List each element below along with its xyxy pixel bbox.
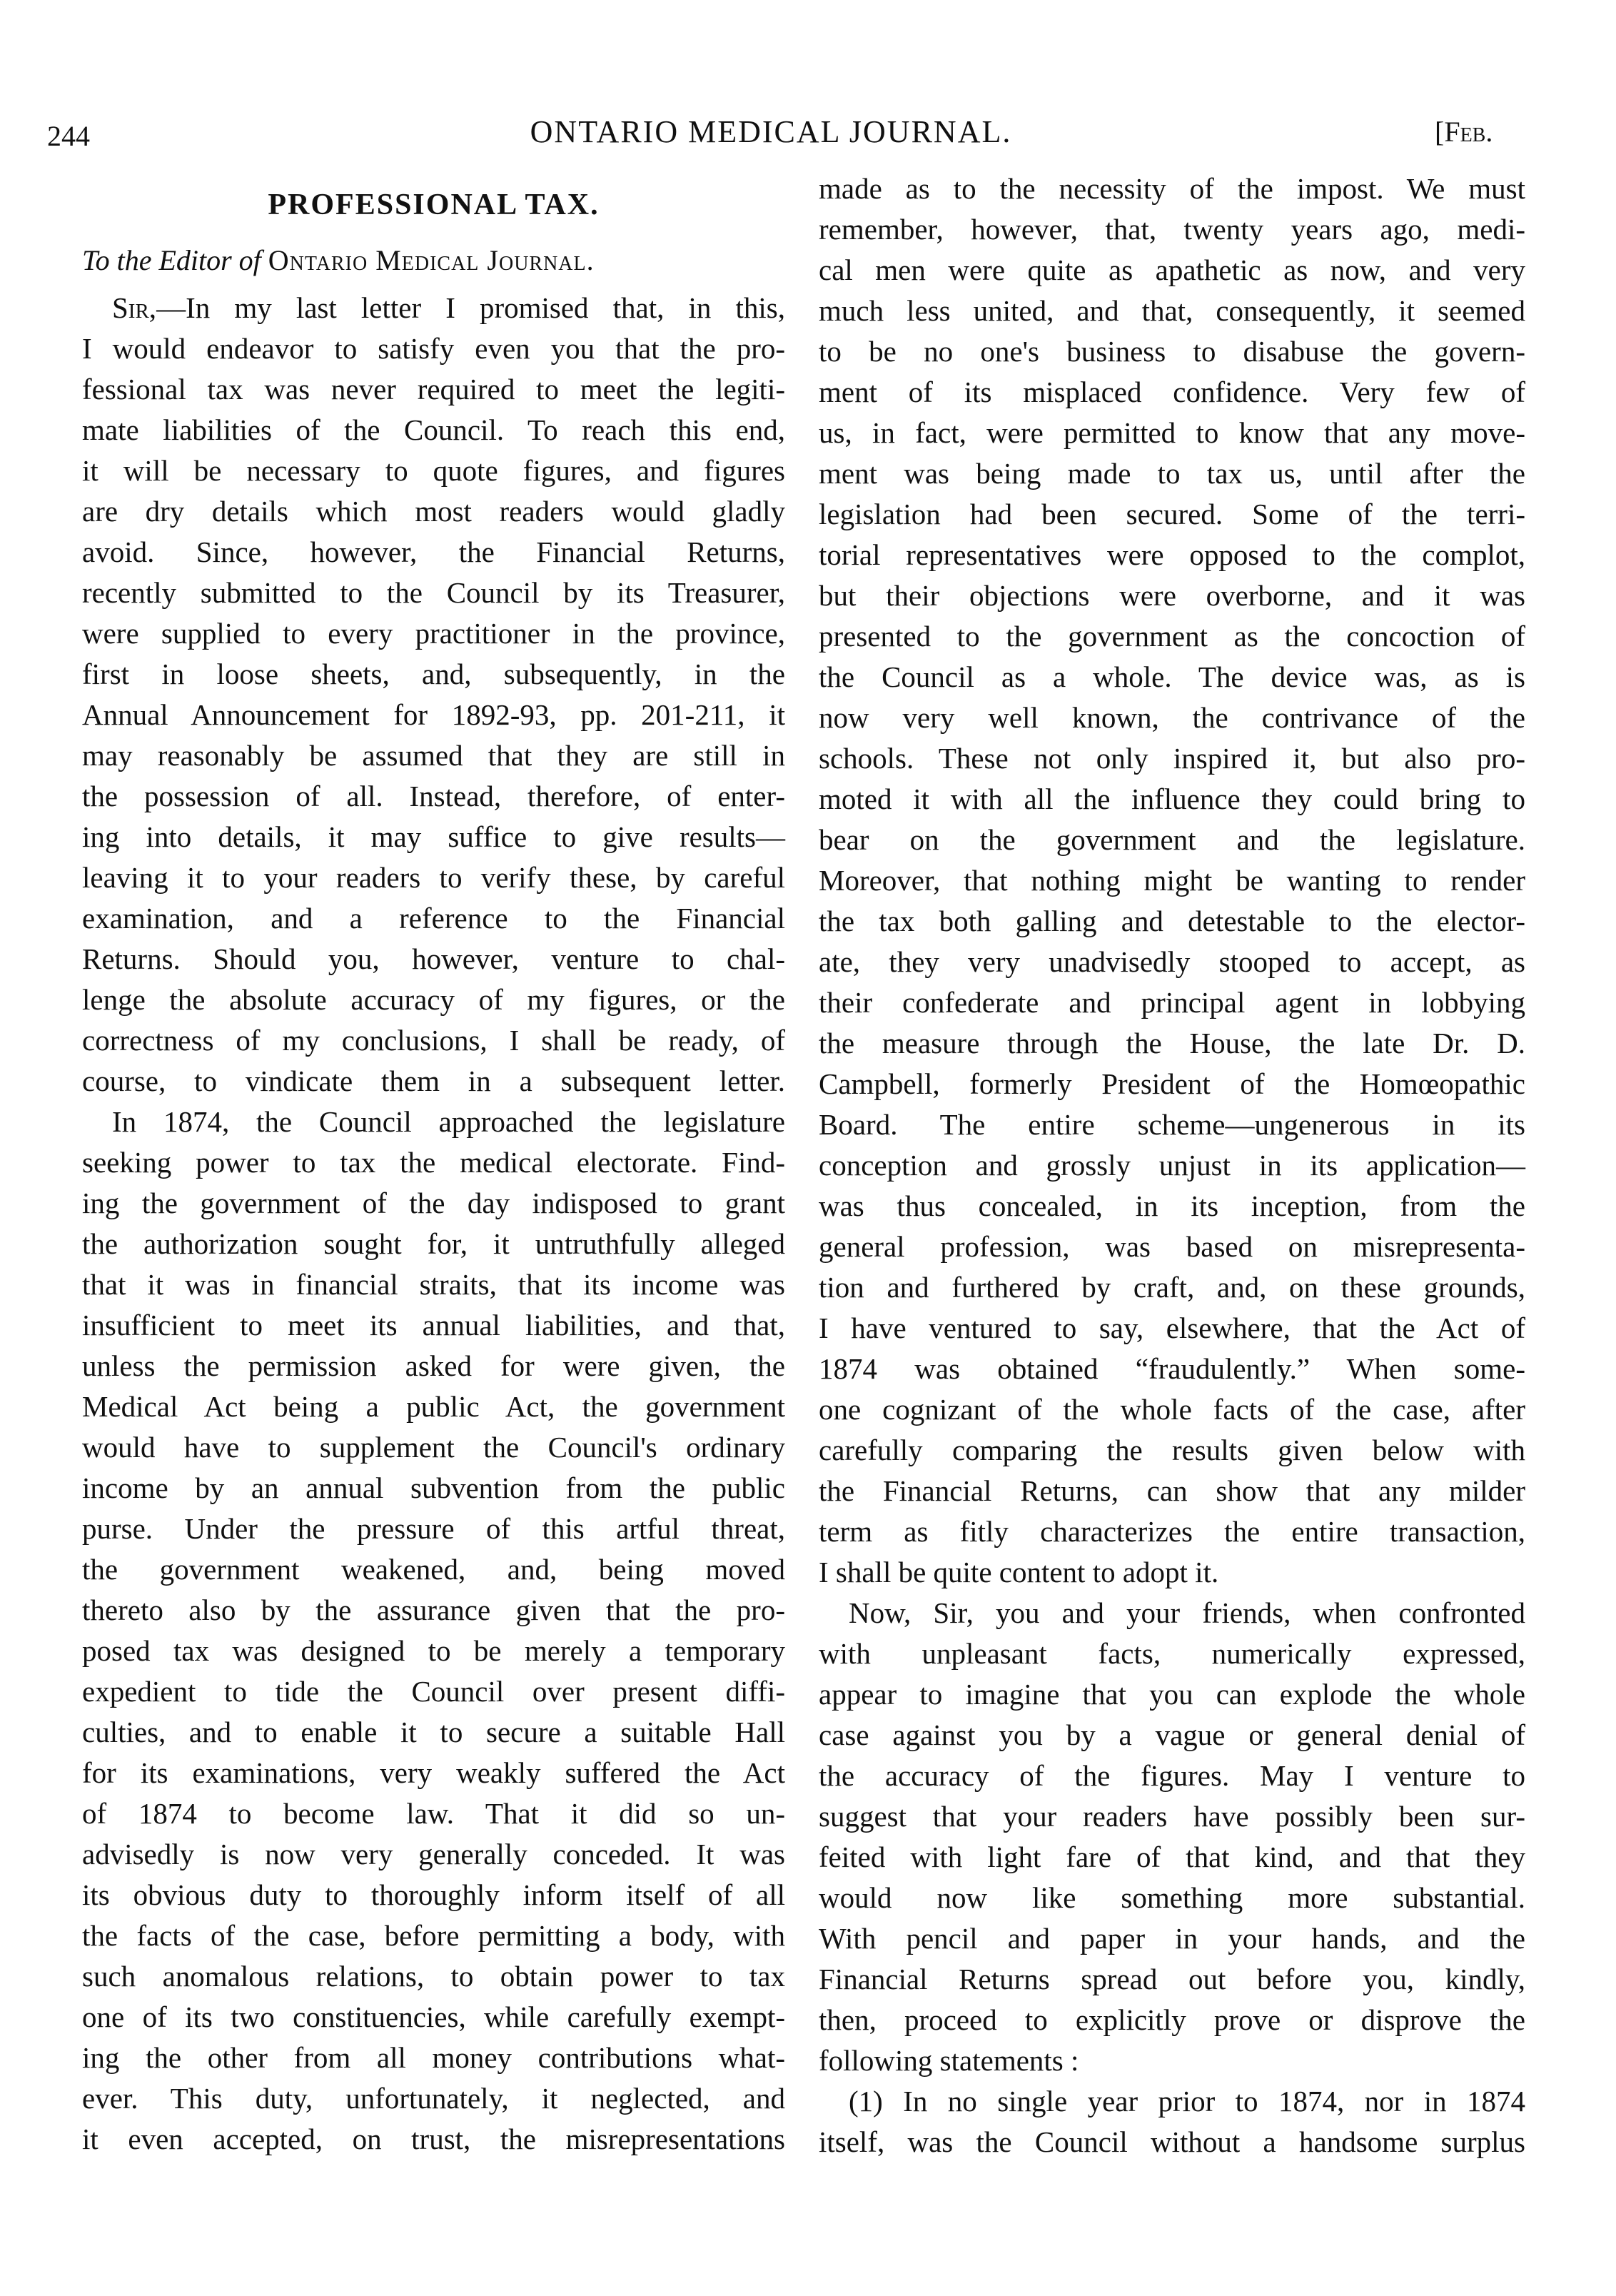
issue-month: [Feb. (1435, 116, 1493, 148)
text-line: would have to supplement the Council's ordinary (82, 1431, 785, 1464)
text-line: ever. This duty, unfortunately, it neglected, and (82, 2082, 785, 2115)
text-line: us, in fact, were permitted to know that any move- (819, 416, 1525, 449)
text-line: the accuracy of the figures. May I venture to (819, 1759, 1525, 1792)
text-line: tion and furthered by craft, and, on these grounds, (819, 1271, 1525, 1304)
text-line: of 1874 to become law. That it did so un- (82, 1797, 785, 1830)
text-line: one of its two constituencies, while carefully exempt- (82, 2000, 785, 2033)
text-line: 1874 was obtained “fraudulently.” When some- (819, 1352, 1525, 1385)
text-line: ment of its misplaced confidence. Very few of (819, 376, 1525, 408)
text-line: With pencil and paper in your hands, and the (819, 1922, 1525, 1955)
text-line: case against you by a vague or general denial of (819, 1718, 1525, 1751)
text-line: income by an annual subvention from the public (82, 1471, 785, 1504)
running-head (0, 107, 1616, 157)
text-line: itself, was the Council without a handsome surplus (819, 2125, 1525, 2158)
text-line: with unpleasant facts, numerically expressed, (819, 1637, 1525, 1670)
text-line: examination, and a reference to the Financial (82, 902, 785, 935)
text-line: (1) In no single year prior to 1874, nor in 1874 (849, 2085, 1525, 2118)
text-line: expedient to tide the Council over present diffi- (82, 1675, 785, 1708)
text-line: torial representatives were opposed to the complot, (819, 538, 1525, 571)
text-line: but their objections were overborne, and it was (819, 579, 1525, 612)
text-line: the government weakened, and, being moved (82, 1553, 785, 1586)
text-line: it even accepted, on trust, the misrepresentations (82, 2123, 785, 2155)
text-line: I would endeavor to satisfy even you that the pro- (82, 332, 785, 365)
text-line: would now like something more substantial. (819, 1881, 1525, 1914)
text-line: leaving it to your readers to verify these, by careful (82, 861, 785, 894)
text-line: the possession of all. Instead, therefore, of enter- (82, 780, 785, 812)
addressee-line (82, 239, 785, 282)
text-line: general profession, was based on misrepresenta- (819, 1230, 1525, 1263)
text-line: the Financial Returns, can show that any milder (819, 1474, 1525, 1507)
article-title: PROFESSIONAL TAX. (268, 188, 600, 221)
text-line: insufficient to meet its annual liabilities, and that, (82, 1309, 785, 1341)
text-line: it will be necessary to quote figures, and figures (82, 454, 785, 487)
text-line: ing into details, it may suffice to give results— (82, 820, 785, 853)
text-line: culties, and to enable it to secure a suitable Hall (82, 1716, 785, 1748)
text-line: the authorization sought for, it untruthfully alleged (82, 1227, 785, 1260)
text-line: one cognizant of the whole facts of the case, after (819, 1393, 1525, 1426)
text-line: Annual Announcement for 1892-93, pp. 201-211, it (82, 698, 785, 731)
paragraph-opening (82, 288, 785, 1102)
text-line: appear to imagine that you can explode the whole (819, 1678, 1525, 1711)
text-line: carefully comparing the results given below with (819, 1434, 1525, 1466)
left-column (82, 175, 785, 2160)
paragraph-now-sir (819, 1593, 1525, 2081)
text-line: bear on the government and the legislature. (819, 823, 1525, 856)
text-line: unless the permission asked for were given, the (82, 1349, 785, 1382)
text-line: avoid. Since, however, the Financial Returns, (82, 535, 785, 568)
text-line: much less united, and that, consequently, it seemed (819, 294, 1525, 327)
salutation: Sir, (112, 291, 157, 324)
text-line: cal men were quite as apathetic as now, and very (819, 253, 1525, 286)
text-line: for its examinations, very weakly suffered the Act (82, 1756, 785, 1789)
text-line: advisedly is now very generally conceded. It was (82, 1838, 785, 1870)
text-line: Board. The entire scheme—ungenerous in its (819, 1108, 1525, 1141)
text-line: ment was being made to tax us, until after the (819, 457, 1525, 490)
text-line: moted it with all the influence they could bring to (819, 782, 1525, 815)
text-line: term as fitly characterizes the entire transaction, (819, 1515, 1525, 1548)
text-line: I shall be quite content to adopt it. (819, 1556, 1219, 1588)
text-line: its obvious duty to thoroughly inform itself of all (82, 1878, 785, 1911)
text-line: following statements : (819, 2044, 1079, 2077)
text-line: that it was in financial straits, that its income was (82, 1268, 785, 1301)
text-line: the facts of the case, before permitting a body, with (82, 1919, 785, 1952)
text-line: the measure through the House, the late Dr. D. (819, 1027, 1525, 1059)
text-line: now very well known, the contrivance of the (819, 701, 1525, 734)
text-line: Medical Act being a public Act, the government (82, 1390, 785, 1423)
text-line: Moreover, that nothing might be wanting to render (819, 864, 1525, 897)
text-line: remember, however, that, twenty years ago, medi- (819, 213, 1525, 246)
text-line: correctness of my conclusions, I shall be ready, of (82, 1024, 785, 1057)
text-line: are dry details which most readers would gladly (82, 495, 785, 528)
right-column (819, 168, 1525, 2162)
text-line: legislation had been secured. Some of the terri- (819, 498, 1525, 530)
paragraph-statement-1 (819, 2081, 1525, 2162)
text-line: ing the government of the day indisposed to grant (82, 1187, 785, 1219)
text-line: Financial Returns spread out before you, kindly, (819, 1963, 1525, 1995)
text-line: made as to the necessity of the impost. We must (819, 172, 1525, 205)
text-line: posed tax was designed to be merely a temporary (82, 1634, 785, 1667)
text-line: I have ventured to say, elsewhere, that the Act of (819, 1311, 1525, 1344)
text-line: presented to the government as the concoction of (819, 620, 1525, 653)
paragraph-1874 (82, 1102, 785, 2160)
text-line: was thus concealed, in its inception, from the (819, 1189, 1525, 1222)
text-line: Sir,—In my last letter I promised that, in this, (112, 291, 785, 324)
paragraph-continued (819, 168, 1525, 1593)
text-line: ate, they very unadvisedly stooped to accept, as (819, 945, 1525, 978)
text-line: feited with light fare of that kind, and that they (819, 1841, 1525, 1873)
text-line: course, to vindicate them in a subsequent letter. (82, 1064, 785, 1097)
text-line: first in loose sheets, and, subsequently, in the (82, 658, 785, 690)
text-line: the tax both galling and detestable to the elector- (819, 905, 1525, 937)
journal-name: ONTARIO MEDICAL JOURNAL. (530, 114, 1012, 149)
text-line: were supplied to every practitioner in the province, (82, 617, 785, 650)
text-line: thereto also by the assurance given that the pro- (82, 1593, 785, 1626)
text-line: suggest that your readers have possibly been sur- (819, 1800, 1525, 1833)
text-line: recently submitted to the Council by its Treasurer, (82, 576, 785, 609)
text-line: the Council as a whole. The device was, as is (819, 660, 1525, 693)
text-line: fessional tax was never required to meet the legiti- (82, 373, 785, 406)
text-line: such anomalous relations, to obtain power to tax (82, 1960, 785, 1993)
text-line: to be no one's business to disabuse the govern- (819, 335, 1525, 368)
text-line: schools. These not only inspired it, but also pro- (819, 742, 1525, 775)
page-number: 244 (47, 120, 90, 152)
text-line: may reasonably be assumed that they are still in (82, 739, 785, 772)
text-line: mate liabilities of the Council. To reach this end, (82, 413, 785, 446)
addressee-prefix: To the Editor of (82, 244, 261, 276)
text-line: then, proceed to explicitly prove or disprove the (819, 2003, 1525, 2036)
addressee-journal: Ontario Medical Journal. (268, 244, 595, 276)
text-line: Campbell, formerly President of the Homœopathic (819, 1067, 1525, 1100)
text-line: conception and grossly unjust in its application— (819, 1149, 1525, 1182)
text-line: In 1874, the Council approached the legislature (112, 1105, 785, 1138)
text-line: seeking power to tax the medical electorate. Find- (82, 1146, 785, 1179)
text-line: purse. Under the pressure of this artful threat, (82, 1512, 785, 1545)
text-line: Returns. Should you, however, venture to chal- (82, 942, 785, 975)
text-line: lenge the absolute accuracy of my figures, or the (82, 983, 785, 1016)
text-line: ing the other from all money contributions what- (82, 2041, 785, 2074)
text-line: Now, Sir, you and your friends, when confronted (849, 1596, 1525, 1629)
text-line: their confederate and principal agent in lobbying (819, 986, 1525, 1019)
